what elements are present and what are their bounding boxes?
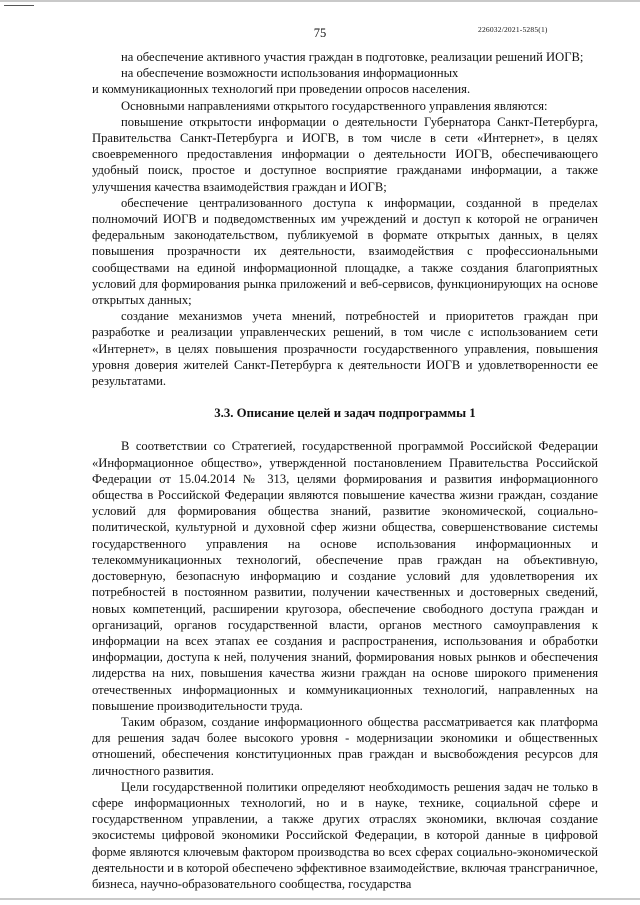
paragraph: Основными направлениями открытого государственного управления являются:: [121, 98, 548, 113]
paragraph: на обеспечение возможности использования информационных: [121, 66, 459, 81]
scan-edge-top: [0, 0, 640, 2]
paragraph: и коммуникационных технологий при проведении опросов населения.: [92, 82, 471, 97]
document-body: [92, 49, 598, 892]
paragraph: В соответствии со Стратегией, государственной программой Российской Федерации «Информационное общество», утвержденной постановлением Правительства Российской Федерации от 15.04.2014 № 313, целями формирования и развития информационного общества в Российской Федерации являются повышение качества жизни граждан, создание условий для формирования общества знаний, развитие экономической, социально-политической, культурной и духовной сфер жизни общества, совершенствование системы государственного управления на основе использования информационных и телекоммуникационных технологий, обеспечение прав граждан на объективную, достоверную, безопасную информацию и создание условий для удовлетворения их потребностей в постоянном развитии, получении качественных и достоверных сведений, новых компетенций, расширении кругозора, обеспечение свободного доступа граждан и организаций, органов государственной власти, органов местного самоуправления к информации на всех этапах ее создания и распространения, использования и обработки информации, доступа к ней, получения знаний, формирования новых рынков и обеспечения лидерства на них, повышения качества жизни граждан на основе широкого применения отечественных информационных и коммуникационных технологий, направленных на повышение производительности труда.: [92, 439, 598, 713]
paragraph: Цели государственной политики определяют необходимость решения задач не только в сфере информационных технологий, но и в науке, технике, социальной сфере и государственном управлении, а также других отраслях экономики, включая создание экосистемы цифровой экономики Российской Федерации, в которой данные в цифровой форме являются ключевым фактором производства во всех сферах социально-экономической деятельности и в которой обеспечено эффективное взаимодействие, включая трансграничное, бизнеса, научно-образовательного сообщества, государства: [92, 779, 598, 891]
scan-mark: [4, 5, 34, 6]
document-id-stamp: 226032/2021-5285(1): [478, 25, 548, 34]
paragraph: создание механизмов учета мнений, потребностей и приоритетов граждан при разработке и реализации управленческих решений, в том числе с использованием сети «Интернет», в целях повышения прозрачности государственного управления, повышения уровня доверия жителей Санкт-Петербурга к деятельности ИОГВ и удовлетворенности ее результатами.: [92, 309, 598, 389]
scan-edge-bottom: [0, 898, 640, 900]
page-number: 75: [313, 26, 327, 40]
paragraph: на обеспечение активного участия граждан в подготовке, реализации решений ИОГВ;: [121, 50, 584, 64]
paragraph: Таким образом, создание информационного общества рассматривается как платформа для решения задач более высокого уровня - модернизации экономики и общественных отношений, обеспечения конституционных прав граждан и высвобождения ресурсов для личностного развития.: [92, 714, 598, 778]
paragraph: повышение открытости информации о деятельности Губернатора Санкт-Петербурга, Правительства Санкт-Петербурга и ИОГВ, в том числе в сети «Интернет», в целях своевременного предоставления информации о деятельности ИОГВ, обеспечивающего удобный поиск, простое и доступное восприятие гражданами информации, а также улучшения качества взаимодействия граждан и ИОГВ;: [92, 114, 598, 194]
paragraph: обеспечение централизованного доступа к информации, созданной в пределах полномочий ИОГВ и подведомственных им учреждений и доступ к которой не ограничен федеральным законодательством, публикуемой в формате открытых данных, в целях повышения прозрачности их деятельности, взаимодействия с профессиональными сообществами на единой информационной площадке, а также создания благоприятных условий для формирования рынка приложений и веб-сервисов, функционирующих на основе открытых данных;: [92, 195, 598, 308]
section-heading: 3.3. Описание целей и задач подпрограммы 1: [214, 406, 476, 421]
